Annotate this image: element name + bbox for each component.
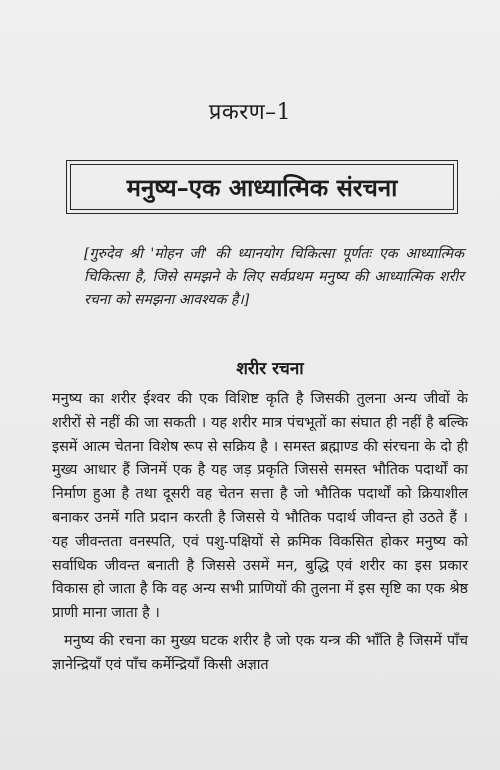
- intro-note-text: [गुरुदेव श्री 'मोहन जी' की ध्यानयोग चिकित्सा पूर्णतः एक आध्यात्मिक चिकित्सा है, जिसे समझने के लिए सर्वप्रथम मनुष्य की आध्यात्मिक शरीर रचना को समझना आवश्यक है।]: [84, 246, 464, 308]
- chapter-label: प्रकरण–1: [208, 100, 292, 125]
- paragraph: मनुष्य का शरीर ईश्वर की एक विशिष्ट कृति है जिसकी तुलना अन्य जीवों के शरीरों से नहीं की जा सकती । यह शरीर मात्र पंचभूतों का संघात ही नहीं है बल्कि इसमें आत्म चेतना विशेष रूप से सक्रिय है । समस्त ब्रह्माण्ड की संरचना के दो ही मुख्य आधार हैं जिनमें एक है यह जड़ प्रकृति जिससे समस्त भौतिक पदार्थों का निर्माण हुआ है तथा दूसरी वह चेतन सत्ता है जो भौतिक पदार्थों को क्रियाशील बनाकर उनमें गति प्रदान करती है जिससे ये भौतिक पदार्थ जीवन्त हो उठते हैं । यह जीवन्तता वनस्पति, एवं पशु-पक्षियों से क्रमिक विकसित होकर मनुष्य को सर्वाधिक जीवन्त बनाती है जिससे उसमें मन, बुद्धि एवं शरीर का इस प्रकार विकास हो जाता है कि वह अन्य सभी प्राणियों की तुलना में इस सृष्टि का एक श्रेष्ठ प्राणी माना जाता है ।: [52, 391, 468, 622]
- paragraph: मनुष्य की रचना का मुख्य घटक शरीर है जो एक यन्त्र की भाँति है जिसमें पाँच ज्ञानेन्द्रियाँ एवं पाँच कर्मेन्द्रियाँ किसी अज्ञात: [52, 632, 468, 673]
- body-text: [52, 388, 468, 678]
- chapter-title: मनुष्य–एक आध्यात्मिक संरचना: [70, 164, 454, 210]
- chapter-title-frame: [66, 160, 458, 214]
- section-heading: शरीर रचना: [236, 359, 304, 379]
- intro-note: [84, 243, 464, 312]
